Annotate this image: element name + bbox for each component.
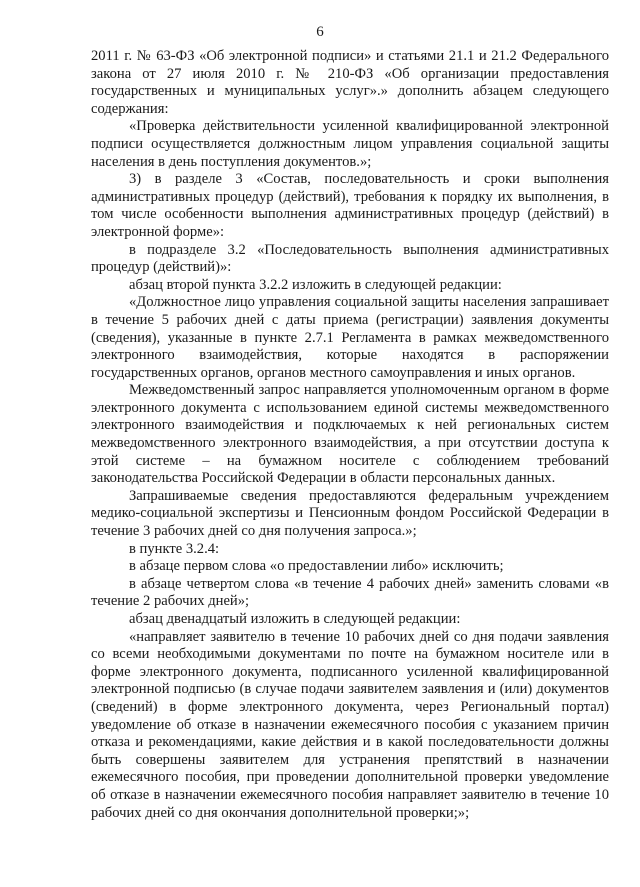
paragraph-signature-check: «Проверка действительности усиленной квалифицированной электронной подписи осуществляется должностным лицом управления социальной защиты населения в день поступления документов.»; (91, 118, 609, 170)
page-number: 6 (316, 24, 324, 40)
paragraph-point-3-2-4: в пункте 3.2.4: (129, 540, 220, 557)
paragraph-law-reference: 2011 г. № 63-ФЗ «Об электронной подписи» и статьями 21.1 и 21.2 Федерального закона от 27 июля 2010 г. № 210-ФЗ «Об организации предоставления государственных и муниципальных услуг».» дополнить абзацем следующего содержания: (91, 48, 609, 117)
document-body (91, 48, 609, 822)
paragraph-interagency-request: Межведомственный запрос направляется уполномоченным органом в форме электронного документа с использованием единой системы межведомственного электронного взаимодействия и подключаемых к ней региональных систем межведомственного электронного взаимодействия, а при отсутствии доступа к этой системе – на бумажном носителе с соблюдением требований законодательства Российской Федерации в области персональных данных. (91, 382, 609, 487)
paragraph-point-3-2-2: абзац второй пункта 3.2.2 изложить в следующей редакции: (129, 276, 502, 293)
paragraph-first-abzac: в абзаце первом слова «о предоставлении либо» исключить; (129, 558, 504, 575)
paragraph-section-3: 3) в разделе 3 «Состав, последовательность и сроки выполнения административных процедур (действий), требования к порядку их выполнения, в том числе особенности выполнения административных процедур (действий) в электронной форме»: (91, 171, 609, 240)
paragraph-fourth-abzac: в абзаце четвертом слова «в течение 4 рабочих дней» заменить словами «в течение 2 рабочих дней»; (91, 575, 609, 610)
paragraph-subsection-3-2: в подразделе 3.2 «Последовательность выполнения административных процедур (действий)»: (91, 241, 609, 276)
paragraph-twelfth-abzac: абзац двенадцатый изложить в следующей редакции: (129, 611, 461, 627)
paragraph-official-request: «Должностное лицо управления социальной защиты населения запрашивает в течение 5 рабочих дней с даты приема (регистрации) заявления документы (сведения), указанные в пункте 2.7.1 Регламента в рамках межведомственного электронного взаимодействия, которые находятся в распоряжении государственных органов, органов местного самоуправления и иных органов. (91, 294, 609, 381)
paragraph-requested-info: Запрашиваемые сведения предоставляются федеральным учреждением медико-социальной экспертизы и Пенсионным фондом Российской Федерации в течение 3 рабочих дней со дня получения запроса.»; (91, 487, 609, 540)
paragraph-refusal-notice: «направляет заявителю в течение 10 рабочих дней со дня подачи заявления со всеми необходимыми документами по почте на бумажном носителе или в форме электронного документа, подписанного усиленной квалифицированной электронной подписью (в случае подачи заявителем заявления и (или) документов (сведений) в форме электронного документа, через Региональный портал) уведомление об отказе в назначении ежемесячного пособия с указанием причин отказа и рекомендациями, какие действия и в какой последовательности должны быть совершены заявителем для устранения препятствий в назначении ежемесячного пособия, при проведении дополнительной проверки уведомление об отказе в назначении ежемесячного пособия направляет заявителю в течение 10 рабочих дней со дня окончания дополнительной проверки;»; (91, 628, 609, 821)
